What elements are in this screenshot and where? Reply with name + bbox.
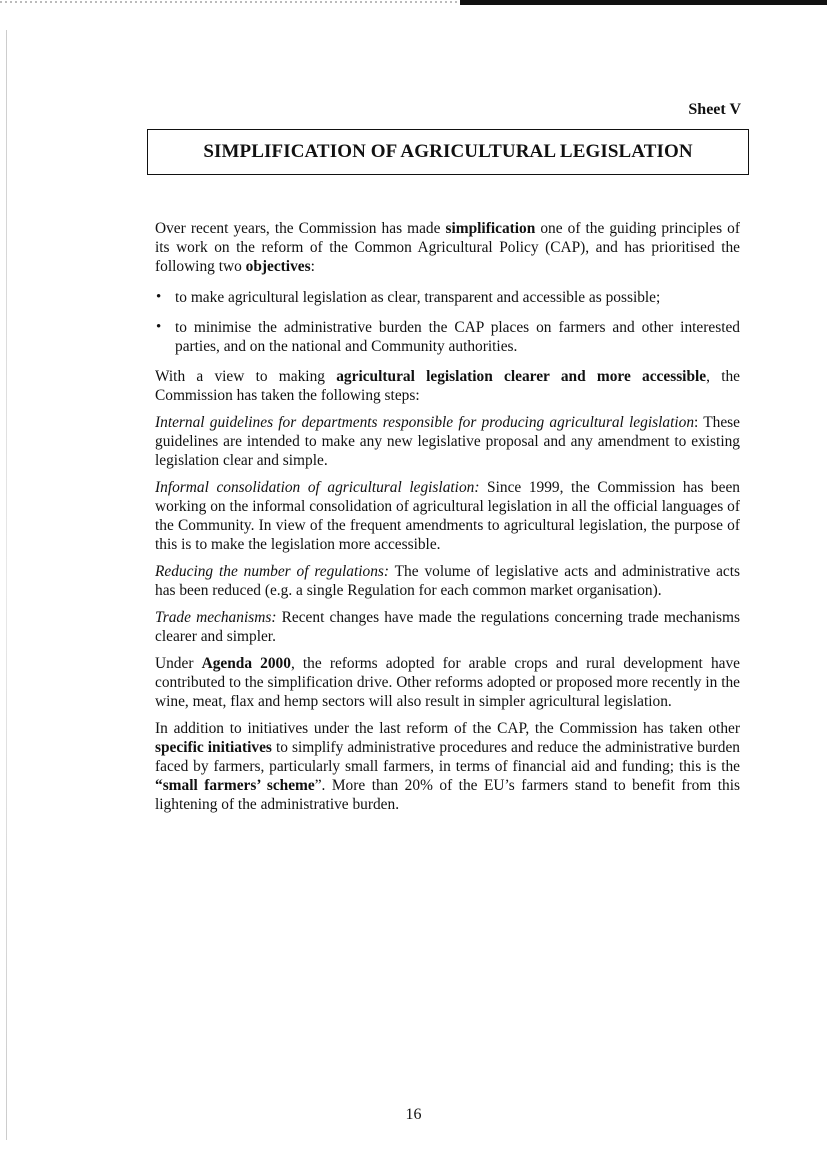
intro-text-2: one of the guiding principles of its work on the reform of the Common Agricultural Policy (CAP), and has prioritised the following two <box>155 220 740 275</box>
closing-text-3: ”. More than 20% of the EU’s farmers stand to benefit from this lightening of the administrative burden. <box>155 777 741 813</box>
steps-intro-bold: agricultural legislation clearer and more accessible <box>336 368 707 385</box>
objective-item: • to make agricultural legislation as clear, transparent and accessible as possible; <box>155 288 740 307</box>
step-heading-sep: : <box>694 414 699 431</box>
intro-bold-objectives: objectives <box>245 258 311 275</box>
closing-bold-initiatives: specific initiatives <box>155 739 272 756</box>
step-heading: Internal guidelines for departments responsible for producing agricultural legislation <box>155 414 695 431</box>
objective-item: • to minimise the administrative burden the CAP places on farmers and other interested parties, and on the national and Community authorities. <box>155 318 740 356</box>
intro-paragraph <box>155 219 740 276</box>
intro-bold-simplification: simplification <box>445 220 536 237</box>
sheet-label: Sheet V <box>688 101 741 118</box>
step-paragraph <box>155 478 740 554</box>
intro-text-3: : <box>310 258 315 275</box>
steps-intro-text-2: , the Commission has taken the following steps: <box>155 368 741 404</box>
scan-left-edge <box>6 30 7 1140</box>
step-text: The volume of legislative acts and administrative acts has been reduced (e.g. a single Regulation for each common market organisation). <box>155 563 740 599</box>
intro-text-1: Over recent years, the Commission has made <box>155 220 446 237</box>
agenda-text-2: , the reforms adopted for arable crops and rural development have contributed to the simplification drive. Other reforms adopted or proposed more recently in the wine, meat, flax and hemp sectors will also result in simpler agricultural legislation. <box>155 655 740 710</box>
step-text: These guidelines are intended to make any new legislative proposal and any amendment to existing legislation clear and simple. <box>155 414 740 469</box>
agenda-text-1: Under <box>155 655 202 672</box>
scan-top-bar <box>460 0 827 5</box>
scan-edge-dashes <box>0 1 460 3</box>
step-paragraph <box>155 413 740 470</box>
step-heading: Informal consolidation of agricultural legislation: <box>155 479 480 496</box>
closing-text-2: to simplify administrative procedures and reduce the administrative burden faced by farmers, particularly small farmers, in terms of financial aid and funding; this is the <box>155 739 741 775</box>
step-heading: Reducing the number of regulations: <box>155 563 390 580</box>
closing-bold-scheme: “small farmers’ scheme <box>155 777 315 794</box>
page-number: 16 <box>405 1106 422 1123</box>
agenda-bold: Agenda 2000 <box>201 655 291 672</box>
step-paragraph <box>155 608 740 646</box>
document-body <box>155 219 740 822</box>
step-paragraph <box>155 562 740 600</box>
step-text: Recent changes have made the regulations concerning trade mechanisms clearer and simpler. <box>155 609 740 645</box>
agenda-paragraph <box>155 654 740 711</box>
objectives-list <box>155 288 740 356</box>
closing-text-1: In addition to initiatives under the last reform of the CAP, the Commission has taken other <box>155 720 740 737</box>
closing-paragraph <box>155 719 740 814</box>
step-text: Since 1999, the Commission has been working on the informal consolidation of agricultural legislation in all the official languages of the Community. In view of the frequent amendments to agricultural legislation, the purpose of this is to make the legislation more accessible. <box>155 479 740 553</box>
title-box <box>147 129 749 175</box>
step-heading: Trade mechanisms: <box>155 609 277 626</box>
page-title: SIMPLIFICATION OF AGRICULTURAL LEGISLATION <box>203 141 693 162</box>
steps-intro-paragraph <box>155 367 740 405</box>
steps-intro-text-1: With a view to making <box>155 368 337 385</box>
